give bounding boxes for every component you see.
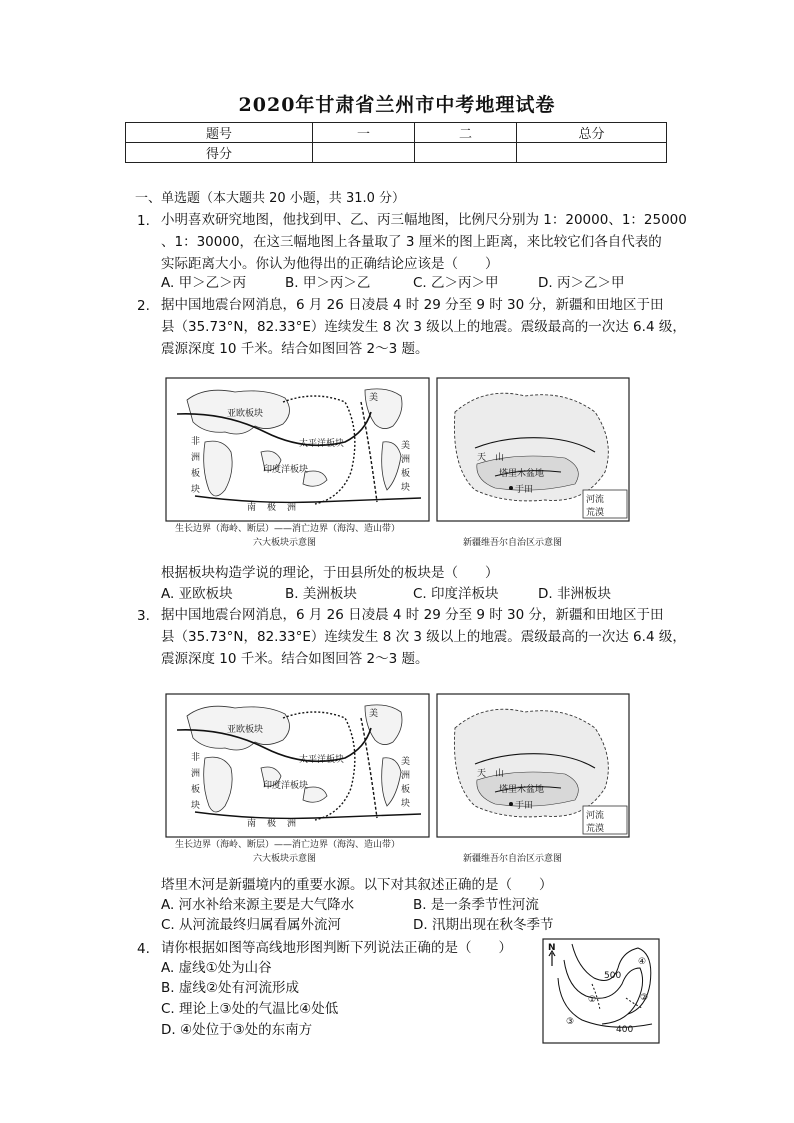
question-text: 震源深度 10 千米。结合如图回答 2～3 题。 — [161, 651, 429, 667]
label-africa: 块 — [191, 801, 201, 811]
label-basin: 塔里木盆地 — [499, 785, 545, 795]
question-text: 、1：30000，在这三幅地图上各量取了 3 厘米的图上距离，来比较它们各自代表的 — [161, 234, 662, 250]
option-b[interactable]: B. 虚线②处有河流形成 — [161, 980, 299, 996]
score-cell[interactable] — [415, 143, 517, 163]
label-basin: 塔里木盆地 — [499, 469, 545, 479]
option-a[interactable]: A. 亚欧板块 — [161, 586, 233, 602]
label-antarctic: 极 — [267, 819, 277, 829]
contour-map-svg — [542, 938, 660, 1044]
question-text: 小明喜欢研究地图，他找到甲、乙、丙三幅地图，比例尺分别为 1：20000、1：25000 — [161, 212, 687, 228]
score-header-cell: 二 — [415, 123, 517, 143]
label-america: 块 — [401, 483, 411, 493]
label-africa: 非 — [191, 437, 201, 447]
label-antarctic: 南 — [247, 819, 257, 829]
option-a[interactable]: A. 河水补给来源主要是大气降水 — [161, 897, 355, 913]
label-africa: 块 — [191, 485, 201, 495]
north-label: N — [548, 943, 556, 953]
label-pacific: 太平洋板块 — [299, 755, 345, 765]
question-text: 根据板块构造学说的理论，于田县所处的板块是（ ） — [161, 565, 499, 581]
exam-title: 2020年甘肃省兰州市中考地理试卷 — [238, 94, 556, 116]
label-africa: 非 — [191, 753, 201, 763]
plate-legend: 生长边界（海岭、断层）——消亡边界（海沟、造山带） — [175, 840, 401, 850]
question-text: 请你根据如图等高线地形图判断下列说法正确的是（ ） — [161, 940, 512, 956]
label-yutian: 于田 — [515, 485, 534, 495]
option-d[interactable]: D. 汛期出现在秋冬季节 — [413, 917, 554, 933]
label-antarctic: 极 — [267, 503, 277, 513]
legend-desert: 荒漠 — [586, 508, 605, 518]
question-number: 2. — [137, 298, 150, 314]
option-b[interactable]: B. 甲＞丙＞乙 — [285, 275, 371, 291]
label-africa: 板 — [191, 785, 201, 795]
question-text: 塔里木河是新疆境内的重要水源。以下对其叙述正确的是（ ） — [161, 877, 553, 893]
question-text: 县（35.73°N，82.33°E）连续发生 8 次 3 级以上的地震。震级最高的一次达 6.4 级， — [161, 319, 686, 335]
option-c[interactable]: C. 乙＞丙＞甲 — [413, 275, 499, 291]
option-a[interactable]: A. 甲＞乙＞丙 — [161, 275, 247, 291]
point-3-label: ③ — [566, 1017, 575, 1027]
plate-legend: 生长边界（海岭、断层）——消亡边界（海沟、造山带） — [175, 524, 401, 534]
point-1-label: ① — [588, 995, 597, 1005]
score-header-cell: 一 — [313, 123, 415, 143]
question-text: 据中国地震台网消息，6 月 26 日凌晨 4 时 29 分至 9 时 30 分，新疆和田地区于田 — [161, 607, 664, 623]
question-number: 4. — [137, 941, 150, 957]
figure-pair-1 — [165, 372, 631, 552]
label-indian: 印度洋板块 — [263, 781, 309, 791]
question-text: 县（35.73°N，82.33°E）连续发生 8 次 3 级以上的地震。震级最高的一次达 6.4 级， — [161, 629, 686, 645]
question-text: 据中国地震台网消息，6 月 26 日凌晨 4 时 29 分至 9 时 30 分，新疆和田地区于田 — [161, 297, 664, 313]
point-4-label: ④ — [638, 957, 647, 967]
label-africa: 洲 — [191, 769, 201, 779]
section-heading: 一、单选题（本大题共 20 小题，共 31.0 分） — [135, 191, 406, 206]
option-c[interactable]: C. 从河流最终归属看属外流河 — [161, 917, 342, 933]
question-text: 实际距离大小。你认为他得出的正确结论应该是（ ） — [161, 256, 499, 272]
label-antarctic: 洲 — [287, 503, 297, 513]
score-table-header-row — [126, 123, 667, 143]
option-c[interactable]: C. 印度洋板块 — [413, 586, 499, 602]
label-america: 块 — [401, 799, 411, 809]
score-header-cell: 总分 — [517, 123, 667, 143]
label-america: 板 — [401, 469, 411, 479]
option-a[interactable]: A. 虚线①处为山谷 — [161, 960, 272, 976]
question-number: 1. — [137, 213, 150, 229]
label-eurasia: 亚欧板块 — [227, 725, 264, 735]
score-header-cell: 题号 — [126, 123, 313, 143]
label-yutian: 于田 — [515, 801, 534, 811]
label-america: 洲 — [401, 455, 411, 465]
score-cell[interactable] — [517, 143, 667, 163]
score-table — [125, 122, 667, 163]
label-america: 美 — [401, 757, 411, 767]
contour-500-label: 500 — [604, 971, 622, 981]
option-d[interactable]: D. 非洲板块 — [538, 586, 611, 602]
option-d[interactable]: D. ④处位于③处的东南方 — [161, 1022, 313, 1038]
label-pacific: 太平洋板块 — [299, 439, 345, 449]
contour-map — [542, 938, 660, 1044]
label-america: 板 — [401, 785, 411, 795]
legend-river: 河流 — [586, 811, 605, 821]
option-b[interactable]: B. 是一条季节性河流 — [413, 897, 539, 913]
xinjiang-caption: 新疆维吾尔自治区示意图 — [463, 538, 563, 548]
question-number: 3. — [137, 608, 150, 624]
label-america-top: 美 — [369, 709, 379, 719]
score-cell[interactable] — [313, 143, 415, 163]
plate-map-svg — [165, 372, 631, 552]
option-c[interactable]: C. 理论上③处的气温比④处低 — [161, 1001, 339, 1017]
label-antarctic: 洲 — [287, 819, 297, 829]
point-2-label: ② — [640, 993, 649, 1003]
label-africa: 板 — [191, 469, 201, 479]
xinjiang-caption: 新疆维吾尔自治区示意图 — [463, 854, 563, 864]
plate-caption: 六大板块示意图 — [253, 538, 317, 548]
option-d[interactable]: D. 丙＞乙＞甲 — [538, 275, 625, 291]
label-america: 美 — [401, 441, 411, 451]
legend-river: 河流 — [586, 495, 605, 505]
label-america-top: 美 — [369, 393, 379, 403]
label-america: 洲 — [401, 771, 411, 781]
label-antarctic: 南 — [247, 503, 257, 513]
figure-pair-2 — [165, 688, 631, 868]
score-row-label: 得分 — [126, 143, 313, 163]
legend-desert: 荒漠 — [586, 824, 605, 834]
plate-caption: 六大板块示意图 — [253, 854, 317, 864]
question-text: 震源深度 10 千米。结合如图回答 2～3 题。 — [161, 341, 429, 357]
label-eurasia: 亚欧板块 — [227, 409, 264, 419]
label-tianshan: 天 山 — [477, 769, 505, 779]
score-table-score-row — [126, 143, 667, 163]
option-b[interactable]: B. 美洲板块 — [285, 586, 357, 602]
label-indian: 印度洋板块 — [263, 465, 309, 475]
plate-map-svg — [165, 688, 631, 868]
contour-400-label: 400 — [616, 1025, 634, 1035]
label-tianshan: 天 山 — [477, 453, 505, 463]
label-africa: 洲 — [191, 453, 201, 463]
